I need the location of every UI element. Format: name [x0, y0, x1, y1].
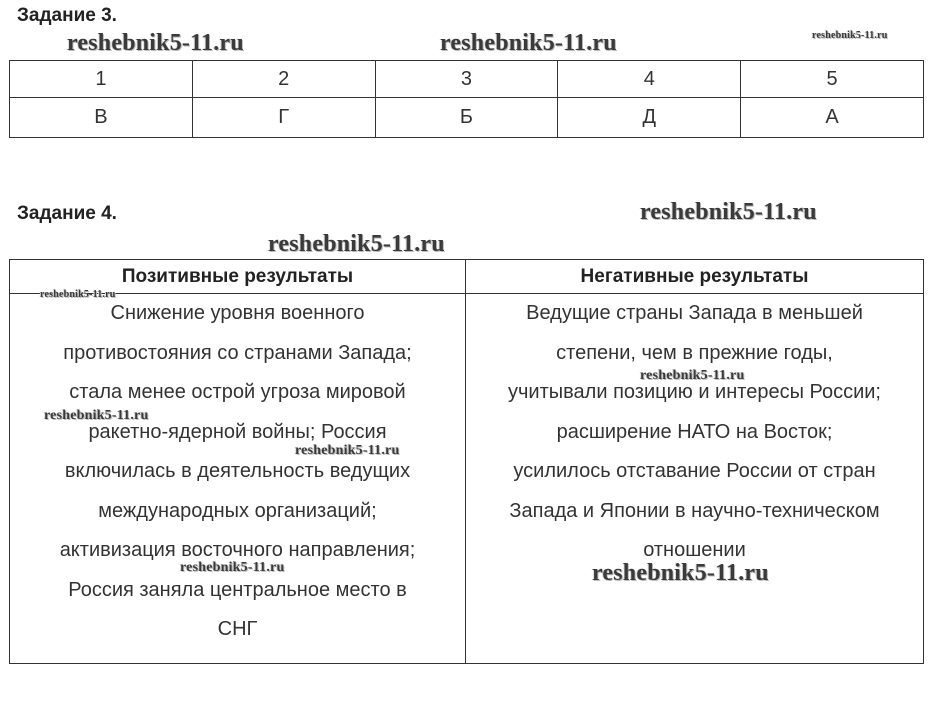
positive-line: стала менее острой угроза мировой [69, 381, 406, 403]
table-cell: А [741, 98, 924, 138]
negative-line: учитывали позицию и интересы России; [508, 381, 881, 403]
positive-line: противостояния со странами Запада; [63, 341, 412, 364]
task4-table [9, 259, 924, 664]
negative-line: отношении [643, 539, 746, 561]
table-row [10, 61, 924, 98]
watermark: reshebnik5-11.ru [440, 30, 617, 56]
watermark: reshebnik5-11.ru [268, 231, 445, 257]
watermark: reshebnik5-11.ru [592, 560, 769, 586]
positive-line: активизация восточного направления; [59, 539, 416, 561]
positive-line: Снижение уровня военного [110, 302, 365, 324]
watermark: reshebnik5-11.ru [640, 368, 745, 383]
table-row [10, 98, 924, 138]
negative-line: усилилось отставание России от стран [513, 460, 876, 482]
task3-table [9, 60, 924, 138]
watermark: reshebnik5-11.ru [180, 560, 285, 575]
table-cell: В [10, 98, 193, 138]
table-cell: Б [375, 98, 558, 138]
table-cell: Г [192, 98, 375, 138]
negative-results-cell [466, 294, 924, 664]
table-row [10, 294, 924, 664]
negative-line: Запада и Японии в научно-техническом [509, 499, 880, 522]
positive-line: СНГ [217, 618, 258, 640]
table-cell: 2 [192, 61, 375, 98]
positive-results-cell [10, 294, 466, 664]
watermark: reshebnik5-11.ru [67, 30, 244, 56]
watermark: reshebnik5-11.ru [640, 199, 817, 225]
table-cell: 1 [10, 61, 193, 98]
column-header-negative: Негативные результаты [466, 260, 924, 294]
positive-line: включилась в деятельность ведущих [64, 460, 411, 482]
table-cell: 4 [558, 61, 741, 98]
task4-heading: Задание 4. [17, 203, 117, 224]
table-header-row [10, 260, 924, 294]
positive-line: международных организаций; [98, 499, 377, 522]
watermark: reshebnik5-11.ru [44, 408, 149, 423]
watermark: reshebnik5-11.ru [812, 30, 888, 41]
table-cell: 5 [741, 61, 924, 98]
positive-line: Россия заняла центральное место в [68, 578, 407, 601]
watermark: reshebnik5-11.ru [40, 289, 116, 300]
column-header-positive: Позитивные результаты [10, 260, 466, 294]
table-cell: 3 [375, 61, 558, 98]
negative-line: расширение НАТО на Восток; [556, 420, 833, 443]
task3-heading: Задание 3. [17, 5, 117, 26]
watermark: reshebnik5-11.ru [295, 443, 400, 458]
table-cell: Д [558, 98, 741, 138]
negative-line: степени, чем в прежние годы, [556, 341, 833, 364]
negative-line: Ведущие страны Запада в меньшей [526, 302, 863, 324]
positive-line: ракетно-ядерной войны; Россия [88, 420, 387, 443]
